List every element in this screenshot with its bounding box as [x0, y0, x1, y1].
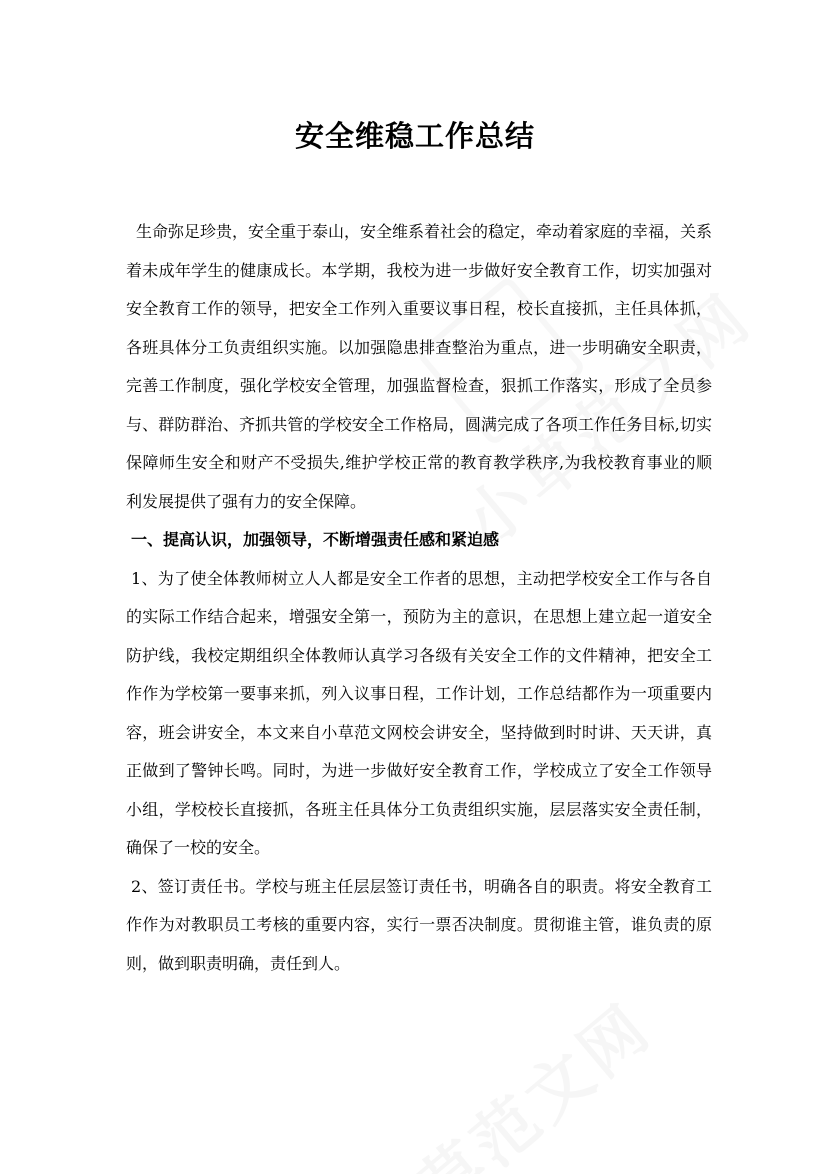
watermark-text-lower	[341, 978, 668, 1174]
document-body	[126, 213, 712, 983]
section-heading: 一、提高认识，加强领导，不断增强责任感和紧迫感	[131, 530, 500, 549]
intro-paragraph: 生命弥足珍贵，安全重于泰山，安全维系着社会的稳定，牵动着家庭的幸福，关系着未成年学生的健康成长。本学期，我校为进一步做好安全教育工作，切实加强对安全教育工作的领导，把安全工作列入重要议事日程，校长直接抓，主任具体抓，各班具体分工负责组织实施。以加强隐患排查整治为重点，进一步明确安全职责，完善工作制度，强化学校安全管理，加强监督检查，狠抓工作落实，形成了全员参与、群防群治、齐抓共管的学校安全工作格局，圆满完成了各项工作任务目标,切实保障师生安全和财产不受损失,维护学校正常的教育教学秩序,为我校教育事业的顺利发展提供了强有力的安全保障。	[126, 222, 713, 511]
list-item-1: 1、为了使全体教师树立人人都是安全工作者的思想，主动把学校安全工作与各自的实际工作结合起来，增强安全第一，预防为主的意识，在思想上建立起一道安全防护线，我校定期组织全体教师认真学习各级有关安全工作的文件精神，把安全工作作为学校第一要事来抓，列入议事日程，工作计划，工作总结都作为一项重要内容，班会讲安全，本文来自小草范文网校会讲安全，坚持做到时时讲、天天讲，真正做到了警钟长鸣。同时，为进一步做好安全教育工作，学校成立了安全工作领导小组，学校校长直接抓，各班主任具体分工负责组织实施，层层落实安全责任制，确保了一校的安全。	[126, 568, 712, 857]
document-title: 安全维稳工作总结	[294, 119, 535, 153]
list-item-2: 2、签订责任书。学校与班主任层层签订责任书，明确各自的职责。将安全教育工作作为对教职员工考核的重要内容，实行一票否决制度。贯彻谁主管，谁负责的原则，做到职责明确，责任到人。	[126, 876, 712, 973]
